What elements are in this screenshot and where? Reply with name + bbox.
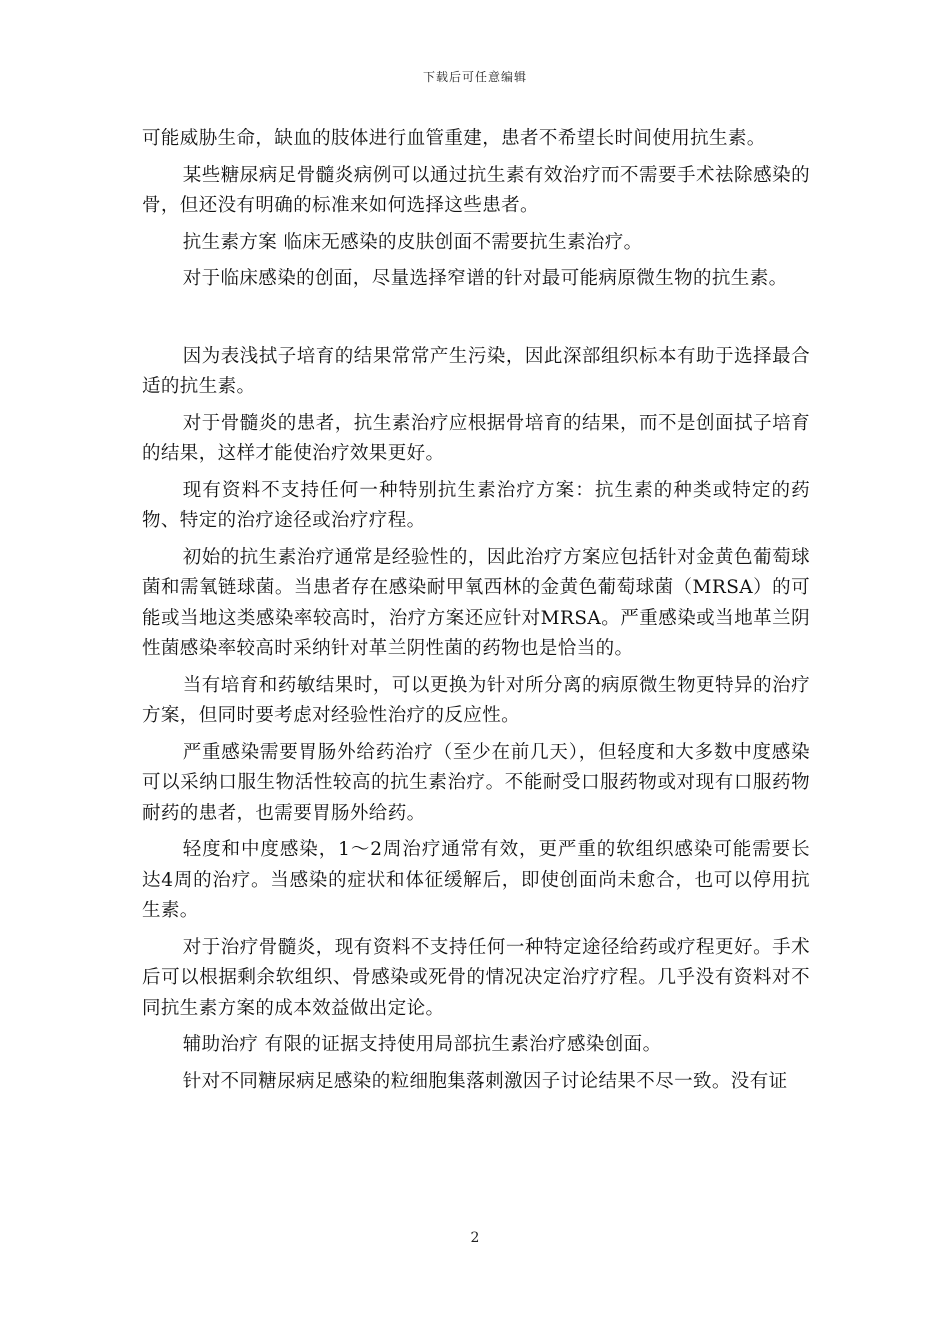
paragraph: 初始的抗生素治疗通常是经验性的，因此治疗方案应包括针对金黄色葡萄球菌和需氧链球菌。当患者存在感染耐甲氧西林的金黄色葡萄球菌（MRSA）的可能或当地这类感染率较高时，治疗方案还应针对MRSA。严重感染或当地革兰阴性菌感染率较高时采纳针对革兰阴性菌的药物也是恰当的。 <box>142 546 810 659</box>
paragraph: 对于治疗骨髓炎，现有资料不支持任何一种特定途径给药或疗程更好。手术后可以根据剩余软组织、骨感染或死骨的情况决定治疗疗程。几乎没有资料对不同抗生素方案的成本效益做出定论。 <box>142 936 810 1019</box>
paragraph-heading-antibiotic-plan: 抗生素方案 临床无感染的皮肤创面不需要抗生素治疗。 <box>182 231 643 253</box>
paragraph: 对于骨髓炎的患者，抗生素治疗应根据骨培育的结果，而不是创面拭子培育的结果，这样才能使治疗效果更好。 <box>142 412 810 464</box>
paragraph: 现有资料不支持任何一种特别抗生素治疗方案：抗生素的种类或特定的药物、特定的治疗途径或治疗疗程。 <box>142 479 810 531</box>
paragraph: 严重感染需要胃肠外给药治疗（至少在前几天），但轻度和大多数中度感染可以采纳口服生物活性较高的抗生素治疗。不能耐受口服药物或对现有口服药物耐药的患者，也需要胃肠外给药。 <box>142 741 810 824</box>
document-body <box>142 124 810 1103</box>
paragraph: 轻度和中度感染，1～2周治疗通常有效，更严重的软组织感染可能需要长达4周的治疗。当感染的症状和体征缓解后，即使创面尚未愈合，也可以停用抗生素。 <box>142 839 810 921</box>
paragraph: 因为表浅拭子培育的结果常常产生污染，因此深部组织标本有助于选择最合适的抗生素。 <box>142 345 810 397</box>
paragraph: 对于临床感染的创面，尽量选择窄谱的针对最可能病原微生物的抗生素。 <box>182 268 788 289</box>
paragraph: 某些糖尿病足骨髓炎病例可以通过抗生素有效治疗而不需要手术祛除感染的骨，但还没有明确的标准来如何选择这些患者。 <box>142 164 810 216</box>
paragraph: 当有培育和药敏结果时，可以更换为针对所分离的病原微生物更特异的治疗方案，但同时要考虑对经验性治疗的反应性。 <box>142 674 810 726</box>
paragraph-continuation: 可能威胁生命，缺血的肢体进行血管重建，患者不希望长时间使用抗生素。 <box>142 128 766 149</box>
paragraph: 针对不同糖尿病足感染的粒细胞集落刺激因子讨论结果不尽一致。没有证 <box>182 1070 788 1092</box>
page-number: 2 <box>470 1230 480 1246</box>
paragraph-heading-adjuvant-therapy: 辅助治疗 有限的证据支持使用局部抗生素治疗感染创面。 <box>182 1034 662 1055</box>
page-header: 下载后可任意编辑 <box>422 70 527 84</box>
